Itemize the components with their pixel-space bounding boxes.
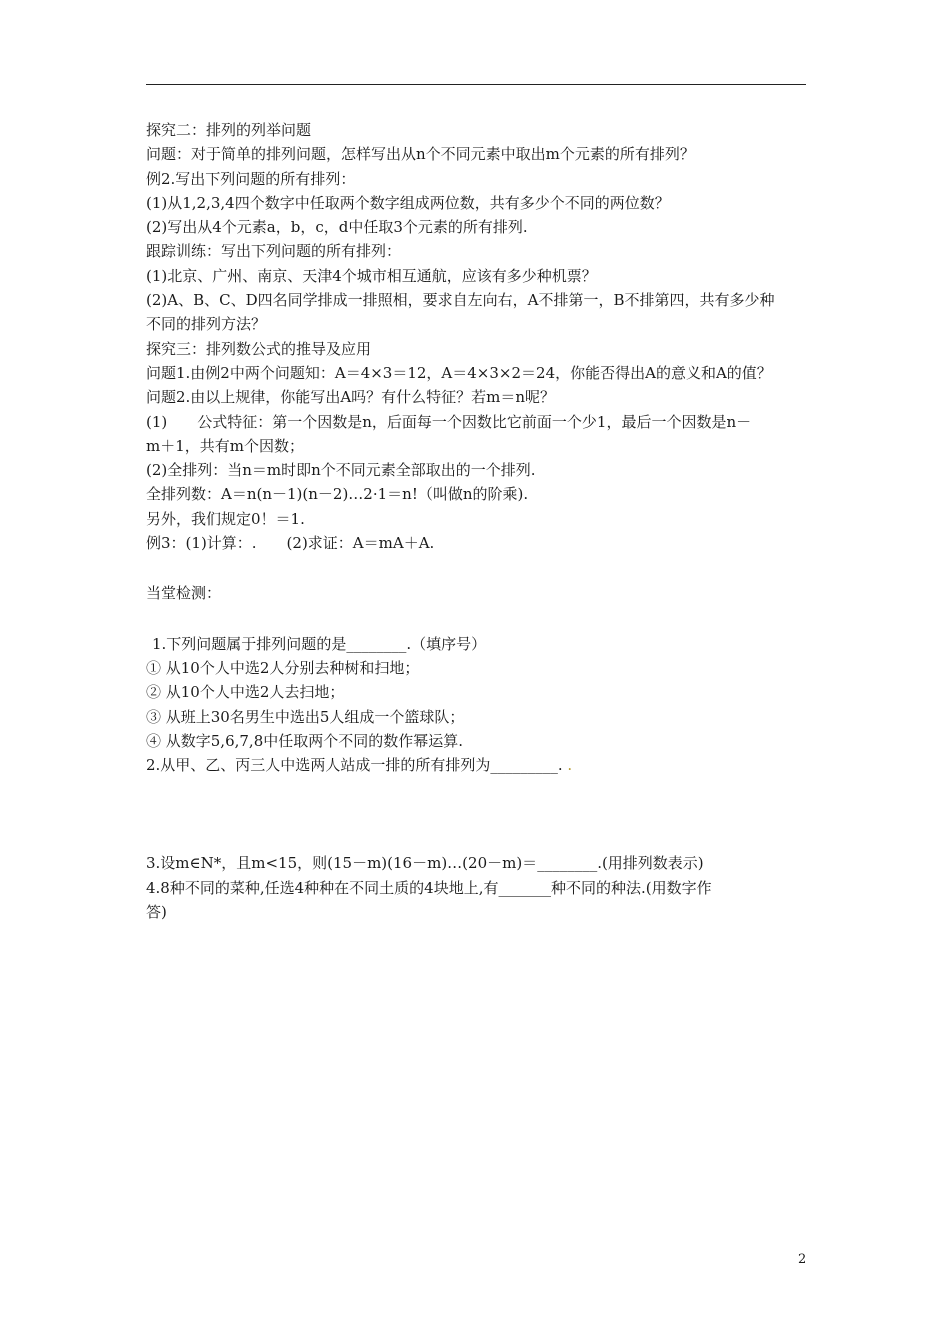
inquiry3-heading: 探究三：排列数公式的推导及应用 xyxy=(146,339,372,358)
example2-item-1: (1)从1,2,3,4四个数字中任取两个数字组成两位数，共有多少个不同的两位数？ xyxy=(146,193,670,212)
formula-feature: (1) 公式特征：第一个因数是n，后面每一个因数比它前面一个少1，最后一个因数是n－ xyxy=(146,412,752,431)
problem-1-option-1: ① 从10个人中选2人分别去种树和扫地； xyxy=(146,658,420,677)
problem-2-text: 2.从甲、乙、丙三人中选两人站成一排的所有排列为_________. xyxy=(146,756,563,775)
full-permutation-count: 全排列数：A＝n(n－1)(n－2)…2·1＝n!（叫做n的阶乘). xyxy=(146,485,529,504)
inquiry2-question: 问题：对于简单的排列问题，怎样写出从n个不同元素中取出m个元素的所有排列？ xyxy=(146,145,695,164)
training-item-2: (2)A、B、C、D四名同学排成一排照相，要求自左向右，A不排第一，B不排第四，共有多少种 xyxy=(146,291,775,310)
problem-4-cont: 答) xyxy=(146,903,167,922)
example3: 例3：(1)计算：. (2)求证：A＝mA＋A. xyxy=(146,534,435,553)
problem-2 xyxy=(146,753,826,777)
page-number: 2 xyxy=(798,1252,807,1267)
full-permutation: (2)全排列：当n＝m时即n个不同元素全部取出的一个排列. xyxy=(146,461,536,480)
problem-1-option-3: ③ 从班上30名男生中选出5人组成一个篮球队； xyxy=(146,707,465,726)
example2-title: 例2.写出下列问题的所有排列： xyxy=(146,169,356,188)
problem-1: 1.下列问题属于排列问题的是________.（填序号） xyxy=(152,634,487,653)
header-rule xyxy=(146,84,806,85)
page-content xyxy=(146,118,826,924)
problem-3: 3.设m∈N*，且m<15，则(15－m)(16－m)…(20－m)＝________.(用排列数表示) xyxy=(146,854,704,873)
zero-factorial-definition: 另外，我们规定0！＝1. xyxy=(146,509,305,528)
formula-feature-cont: m＋1，共有m个因数； xyxy=(146,436,304,455)
training-item-2-cont: 不同的排列方法？ xyxy=(146,315,267,334)
check-heading: 当堂检测： xyxy=(146,584,222,603)
inquiry3-question-1: 问题1.由例2中两个问题知：A＝4×3＝12，A＝4×3×2＝24，你能否得出A的意义和A的值？ xyxy=(146,363,772,382)
example2-item-2: (2)写出从4个元素a，b，c，d中任取3个元素的所有排列. xyxy=(146,218,528,237)
problem-2-dot: . xyxy=(567,756,573,775)
problem-1-option-4: ④ 从数字5,6,7,8中任取两个不同的数作幂运算. xyxy=(146,731,464,750)
inquiry3-question-2: 问题2.由以上规律，你能写出A吗？有什么特征？若m＝n呢？ xyxy=(146,388,556,407)
training-title: 跟踪训练：写出下列问题的所有排列： xyxy=(146,242,402,261)
training-item-1: (1)北京、广州、南京、天津4个城市相互通航，应该有多少种机票？ xyxy=(146,266,597,285)
problem-1-option-2: ② 从10个人中选2人去扫地； xyxy=(146,683,345,702)
problem-4: 4.8种不同的菜种,任选4种种在不同土质的4块地上,有_______种不同的种法.(用数字作 xyxy=(146,878,712,897)
inquiry2-heading: 探究二：排列的列举问题 xyxy=(146,121,312,139)
